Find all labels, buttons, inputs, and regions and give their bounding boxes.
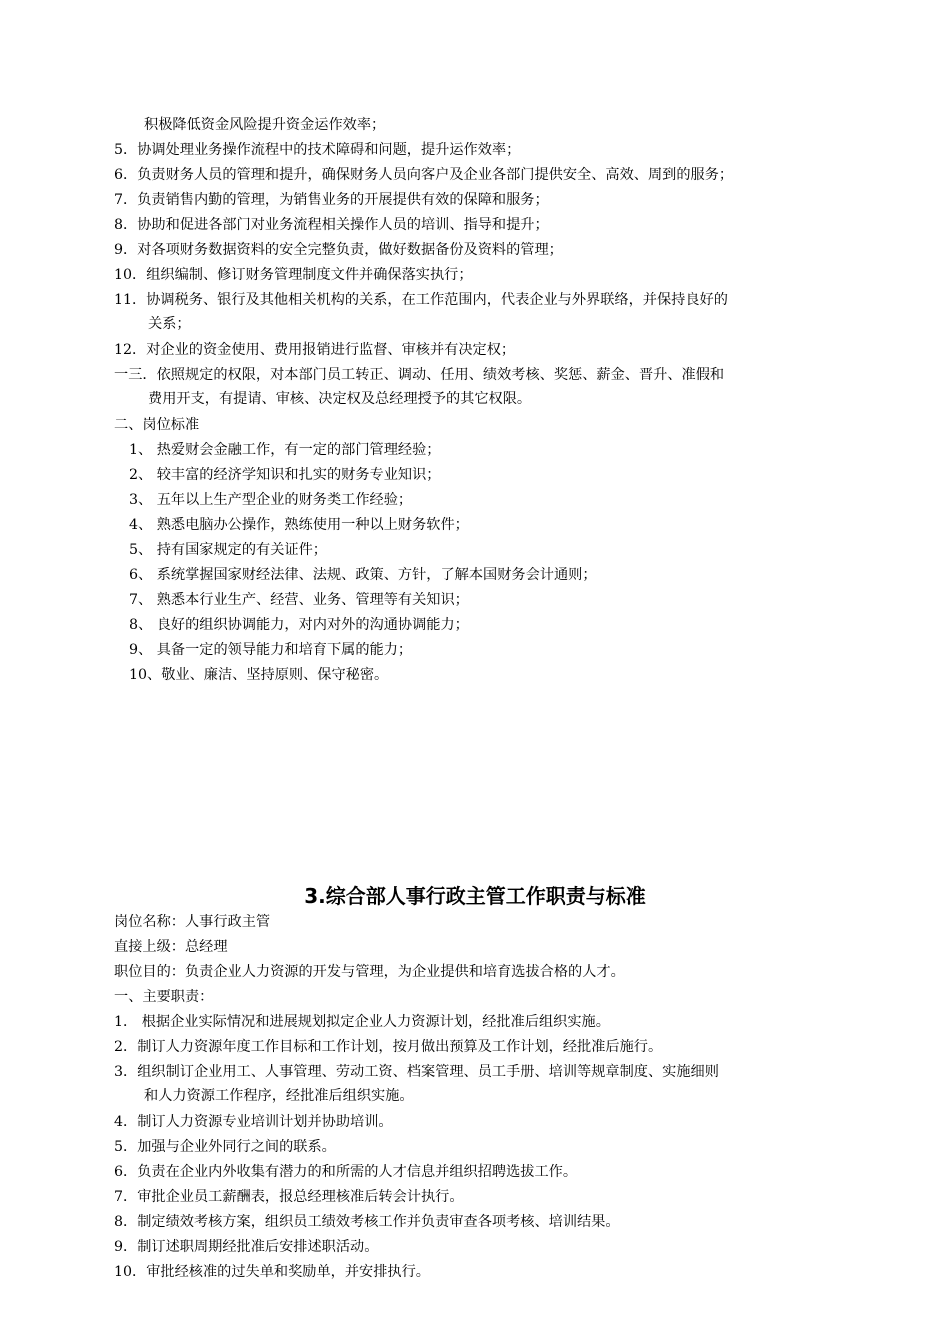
duty-line-11: 11．协调税务、银行及其他相关机构的关系，在工作范围内，代表企业与外界联络，并保持良好的 <box>114 292 728 308</box>
duty-line-4-continued: 积极降低资金风险提升资金运作效率； <box>144 117 386 133</box>
standard-item-9: 9、 具备一定的领导能力和培育下属的能力； <box>129 642 413 658</box>
hr-duty-3-continued: 和人力资源工作程序，经批准后组织实施。 <box>144 1088 414 1104</box>
standard-item-5: 5、 持有国家规定的有关证件； <box>129 542 327 558</box>
standard-item-2: 2、 较丰富的经济学知识和扎实的财务专业知识； <box>129 467 441 483</box>
standard-item-7: 7、 熟悉本行业生产、经营、业务、管理等有关知识； <box>129 592 469 608</box>
standard-item-1: 1、 热爱财会金融工作，有一定的部门管理经验； <box>129 442 441 458</box>
duty-line-11-continued: 关系； <box>148 316 191 332</box>
hr-duty-5: 5．加强与企业外同行之间的联系。 <box>114 1139 336 1155</box>
hr-duty-2: 2．制订人力资源年度工作目标和工作计划，按月做出预算及工作计划，经批准后施行。 <box>114 1039 663 1055</box>
duty-line-8: 8．协助和促进各部门对业务流程相关操作人员的培训、指导和提升； <box>114 217 549 233</box>
direct-superior: 直接上级：总经理 <box>114 939 228 955</box>
hr-duty-3: 3．组织制订企业用工、人事管理、劳动工资、档案管理、员工手册、培训等规章制度、实施细则 <box>114 1064 719 1080</box>
duty-line-6: 6．负责财务人员的管理和提升，确保财务人员向客户及企业各部门提供安全、高效、周到的服务； <box>114 167 734 183</box>
hr-duty-9: 9．制订述职周期经批准后安排述职活动。 <box>114 1239 379 1255</box>
duty-line-13: 一三．依照规定的权限，对本部门员工转正、调动、任用、绩效考核、奖惩、薪金、晋升、准假和 <box>114 367 725 383</box>
standard-item-4: 4、 熟悉电脑办公操作，熟练使用一种以上财务软件； <box>129 517 469 533</box>
hr-duty-8: 8．制定绩效考核方案，组织员工绩效考核工作并负责审查各项考核、培训结果。 <box>114 1214 620 1230</box>
standard-item-3: 3、 五年以上生产型企业的财务类工作经验； <box>129 492 413 508</box>
duty-line-7: 7．负责销售内勤的管理，为销售业务的开展提供有效的保障和服务； <box>114 192 549 208</box>
standard-item-8: 8、 良好的组织协调能力，对内对外的沟通协调能力； <box>129 617 469 633</box>
hr-duty-4: 4．制订人力资源专业培训计划并协助培训。 <box>114 1114 393 1130</box>
section-title: 3.综合部人事行政主管工作职责与标准 <box>304 884 646 908</box>
standard-item-6: 6、 系统掌握国家财经法律、法规、政策、方针，了解本国财务会计通则； <box>129 567 597 583</box>
hr-duty-10: 10．审批经核准的过失单和奖励单，并安排执行。 <box>114 1264 430 1280</box>
duty-line-10: 10．组织编制、修订财务管理制度文件并确保落实执行； <box>114 267 473 283</box>
hr-duty-7: 7．审批企业员工薪酬表，报总经理核准后转会计执行。 <box>114 1189 464 1205</box>
duty-line-13-continued: 费用开支，有提请、审核、决定权及总经理授予的其它权限。 <box>148 391 532 407</box>
duty-line-12: 12．对企业的资金使用、费用报销进行监督、审核并有决定权； <box>114 342 516 358</box>
standards-heading: 二、岗位标准 <box>114 417 200 433</box>
post-purpose: 职位目的：负责企业人力资源的开发与管理，为企业提供和培育选拔合格的人才。 <box>114 964 625 980</box>
hr-duty-6: 6．负责在企业内外收集有潜力的和所需的人才信息并组织招聘选拔工作。 <box>114 1164 578 1180</box>
post-name: 岗位名称：人事行政主管 <box>114 914 271 930</box>
duty-line-9: 9．对各项财务数据资料的安全完整负责，做好数据备份及资料的管理； <box>114 242 563 258</box>
main-duties-heading: 一、主要职责： <box>114 989 214 1005</box>
duty-line-5: 5．协调处理业务操作流程中的技术障碍和问题，提升运作效率； <box>114 142 521 158</box>
hr-duty-1: 1． 根据企业实际情况和进展规划拟定企业人力资源计划，经批准后组织实施。 <box>114 1014 610 1030</box>
standard-item-10: 10、敬业、廉洁、坚持原则、保守秘密。 <box>129 667 389 683</box>
